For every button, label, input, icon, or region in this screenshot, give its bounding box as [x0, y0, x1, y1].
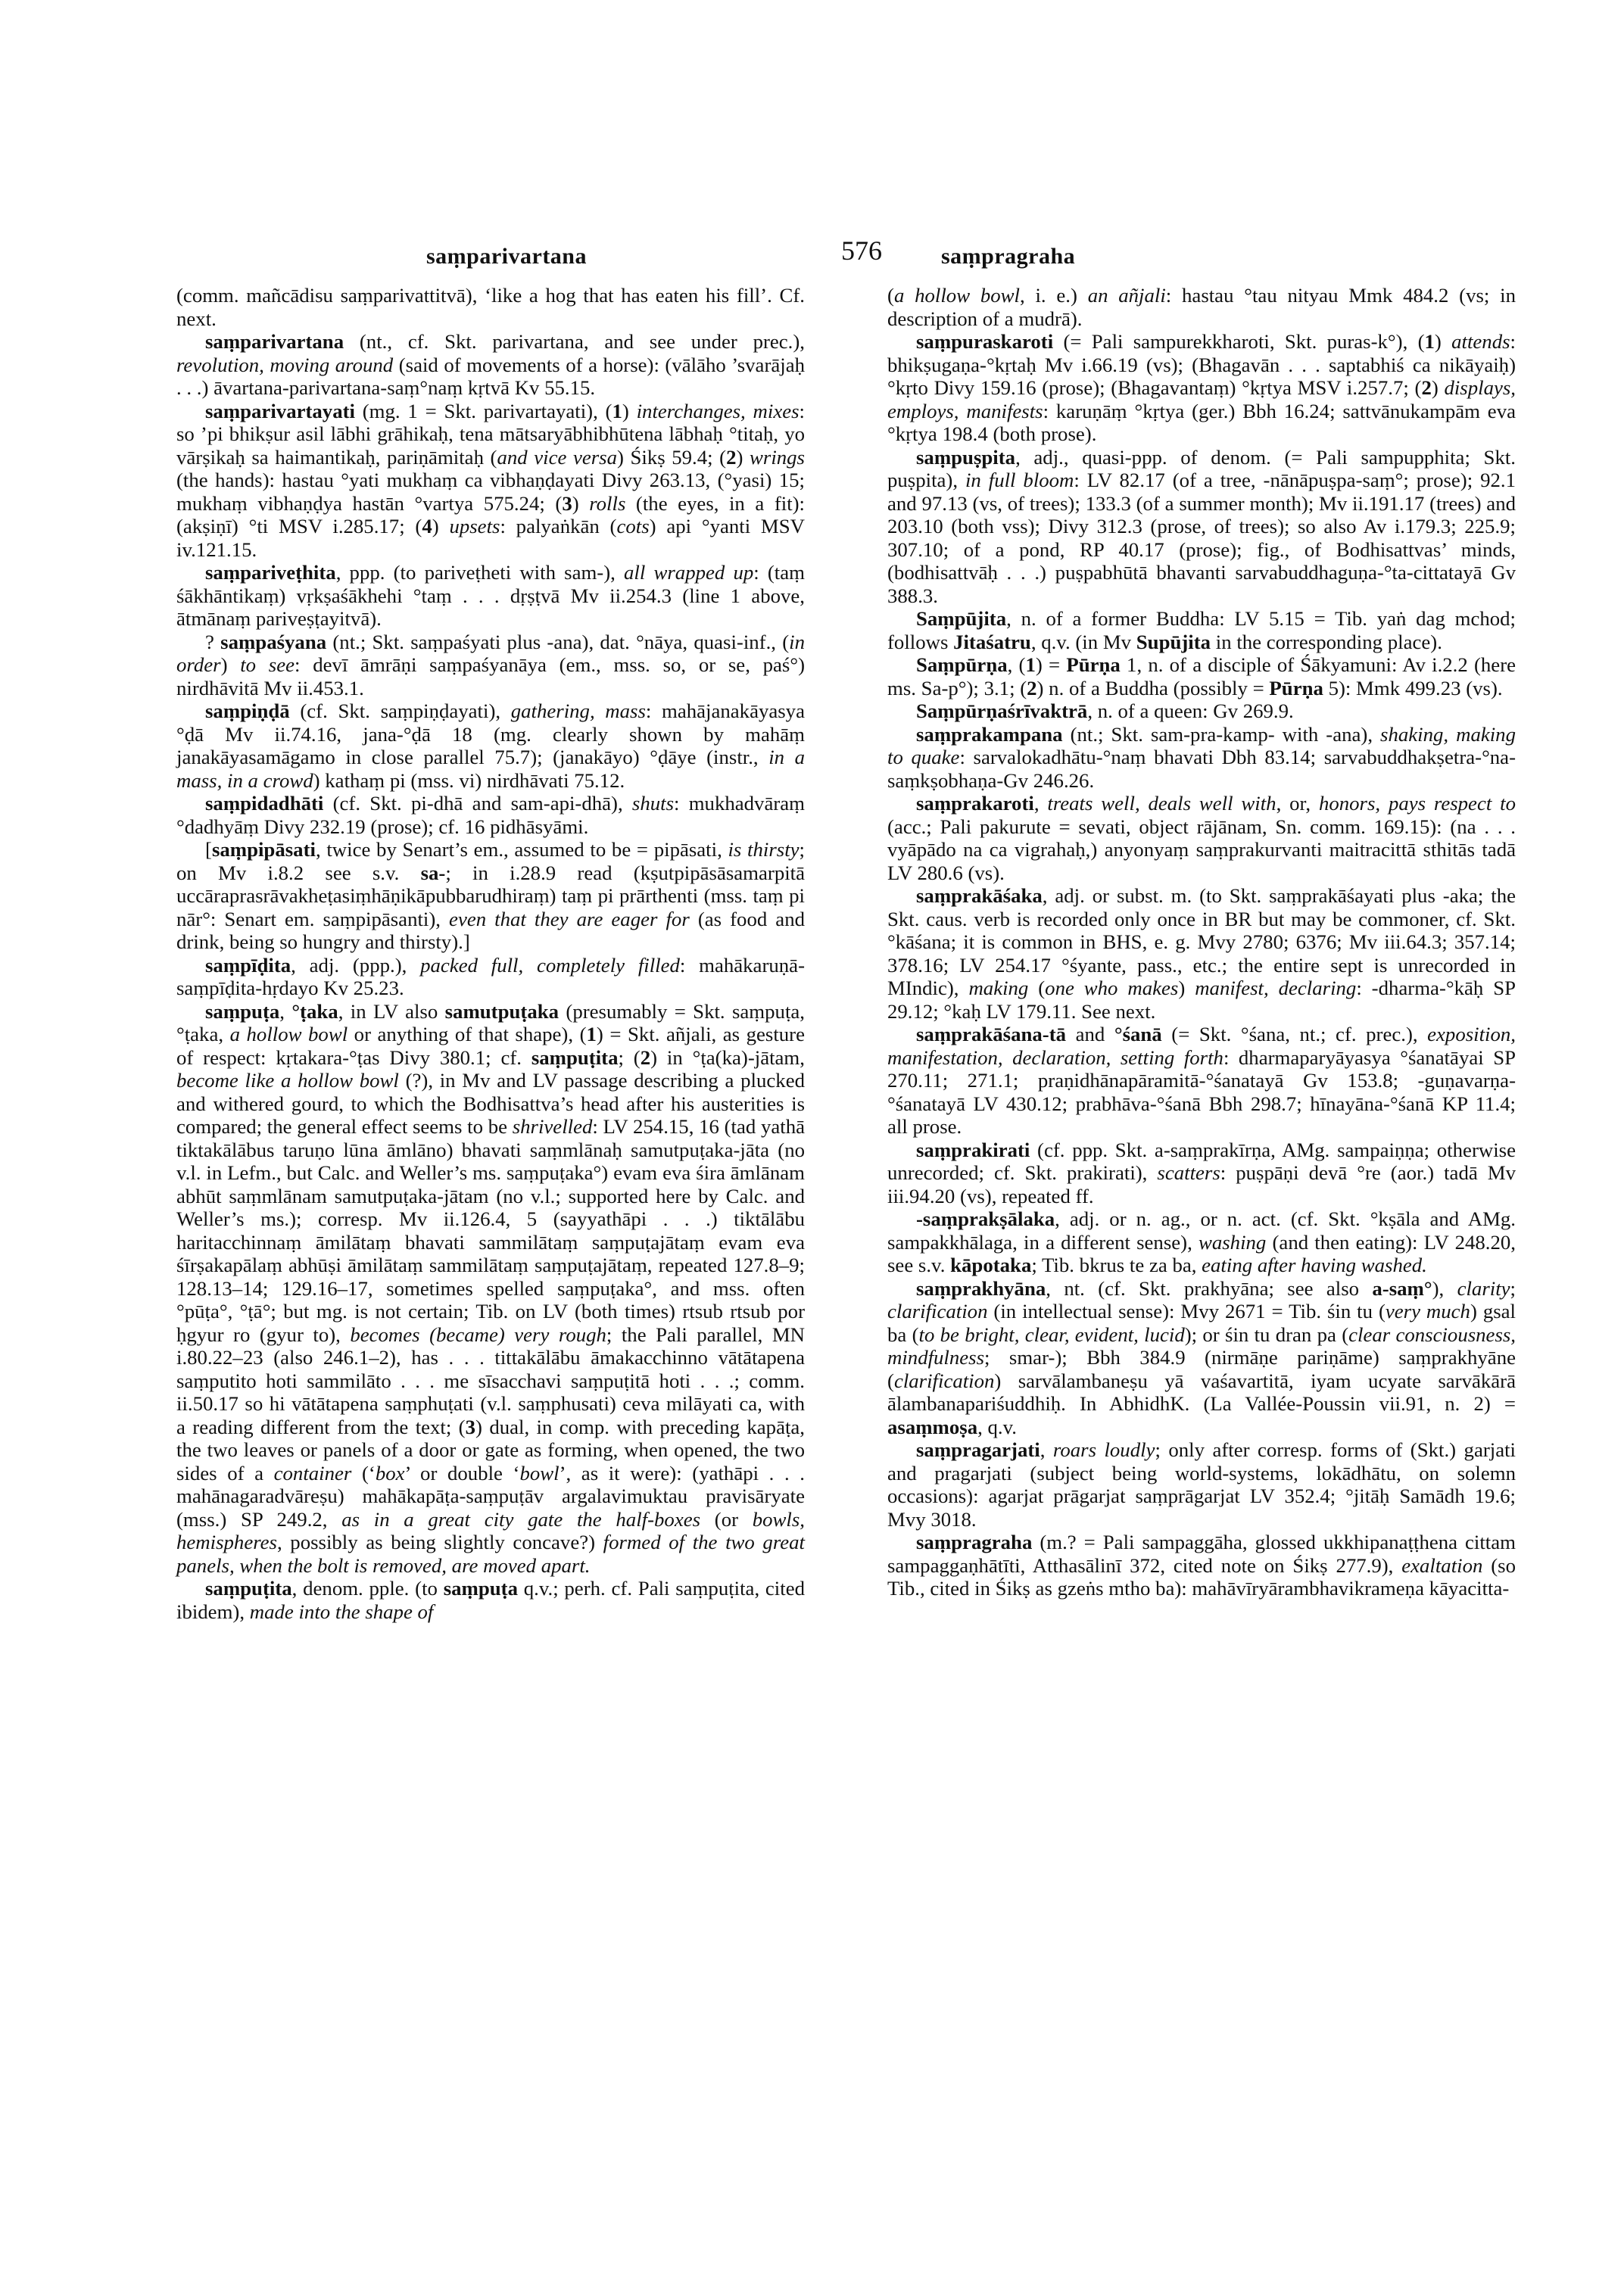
dictionary-entry — [176, 792, 805, 838]
entry-text: ( — [1028, 977, 1046, 999]
headword: saṃpuṣpita — [916, 445, 1016, 469]
definition-text: wrings — [750, 445, 805, 469]
headword: saṃpuṭa — [205, 999, 280, 1023]
headword: 2 — [1421, 376, 1432, 399]
right-guide-word: saṃpragraha — [941, 244, 1076, 269]
entry-text: ) — [432, 515, 450, 537]
headword: sa- — [420, 861, 446, 884]
headword: asaṃmoṣa — [887, 1415, 978, 1438]
entry-text: : so ’pi bhikṣur asil lābhi grāhikaḥ, tena mātsaryābhibhūtena lābhaḥ °titaḥ, yo vārṣikaḥ sa haimantikaḥ, pariṇāmitaḥ ( — [176, 399, 805, 469]
left-guide-word: saṃparivartana — [426, 244, 587, 269]
headword: °śanā — [1114, 1023, 1162, 1045]
headword: 2 — [1027, 676, 1037, 699]
entry-text: , adj. or subst. m. (to Skt. saṃprakāśayati plus -aka; the Skt. caus. verb is recorded only once in BR but may be commoner, cf. Skt. °kāśana; it is common in BHS, e. g. Mvy 2780; 6376; Mv iii.64.3; 357.14; 378.16; LV 254.17 °śyante, pass., etc.; the entire sept is unrecorded in MIndic), — [887, 884, 1516, 999]
headword: 3 — [465, 1415, 476, 1438]
entry-text: , — [1033, 792, 1048, 815]
definition-text: as in a great city gate the half-boxes — [341, 1507, 701, 1531]
headword: saṃpiṇḍā — [205, 699, 290, 722]
definition-text: and vice versa — [497, 445, 617, 469]
entry-text: (m.? = Pali sampaggāha, glossed ukkhipanaṭṭhena cittam sampaggaṇhātīti, Atthasālinī 372, cited note on Śikṣ 277.9), — [887, 1531, 1516, 1577]
headword: samutpuṭaka — [444, 999, 560, 1023]
entry-text: ’ or double ‘ — [404, 1461, 520, 1485]
entry-text: ; on Mv i.8.2 see s.v. — [176, 838, 805, 884]
entry-text: (cf. Skt. saṃpiṇḍayati), — [289, 699, 511, 722]
entry-text: ; in i.28.9 read (kṣutpipāsāsamarpitā uccāraprasrāvakheṭasiṃhāṇikāpubbarudhiraṃ) taṃ pi prārthenti (mss. taṃ pi nār°: Senart em. saṃpipāsanti), — [176, 861, 805, 930]
headword: Supūjita — [1136, 630, 1211, 653]
entry-text: , q.v. — [977, 1415, 1017, 1438]
definition-text: an añjali — [1087, 284, 1166, 307]
headword: 3 — [562, 491, 572, 515]
entry-text: : mukhadvāraṃ °dadhyāṃ Divy 232.19 (prose); cf. 16 pidhāsyāmi. — [176, 792, 805, 838]
headword: saṃpragraha — [916, 1531, 1033, 1553]
headword: saṃpidadhāti — [205, 792, 324, 815]
definition-text: packed full, completely filled — [420, 953, 680, 977]
entry-text: , nt. (cf. Skt. prakhyāna; see also — [1046, 1276, 1373, 1300]
entry-text: ) Śikṣ 59.4; ( — [617, 445, 727, 469]
dictionary-entry — [887, 723, 1516, 793]
definition-text: eating after having washed. — [1202, 1254, 1427, 1276]
entry-text: (nt.; Skt. saṃpaśyati plus -ana), dat. °nāya, quasi-inf., ( — [326, 630, 790, 653]
headword: saṃparivartana — [205, 330, 344, 353]
definition-text: making — [968, 977, 1029, 999]
dictionary-entry — [176, 699, 805, 792]
entry-text: ; only after corresp. forms of (Skt.) garjati and pragarjati (subject being world-systems, lokādhātu, on solemn occasions): agarjat prāgarjat saṃprāgarjat LV 352.4; °jitāḥ Samādh 19.6; Mvy 3018. — [887, 1438, 1516, 1531]
headword: saṃprakāśaka — [916, 884, 1043, 907]
definition-text: becomes (became) very rough — [350, 1323, 606, 1346]
definition-text: bowls, hemispheres — [176, 1507, 805, 1553]
dictionary-entry — [176, 954, 805, 1000]
dictionary-entry — [176, 1000, 805, 1578]
headword: -saṃprakṣālaka — [916, 1207, 1055, 1230]
entry-text: or anything of that shape), ( — [348, 1023, 587, 1045]
dictionary-entry — [887, 792, 1516, 884]
definition-text: box — [375, 1461, 405, 1485]
entry-text: ) api °yanti MSV iv.121.15. — [176, 515, 806, 561]
entry-text: , twice by Senart’s em., assumed to be = pipāsati, — [315, 838, 728, 861]
entry-text: ) sarvālambaneṣu yā vaśavartitā, iyam ucyate sarvākārā ālambanapariśuddhiḥ. In AbhidhK. (La Vallée-Poussin vii.91, n. 2) = — [887, 1369, 1516, 1415]
entry-text: (= Skt. °śana, nt.; cf. prec.), — [1161, 1023, 1428, 1045]
entry-text: : sarvalokadhātu-°naṃ bhavati Dbh 83.14; sarvabuddhakṣetra-°na-saṃkṣobhaṇa-Gv 246.26. — [887, 746, 1516, 792]
entry-text: in the corresponding place). — [1211, 630, 1442, 653]
definition-text: to be bright, clear, evident, lucid — [918, 1323, 1185, 1346]
headword: saṃpariveṭhita — [205, 561, 336, 584]
definition-text: honors, pays respect to — [1318, 792, 1516, 815]
headword: saṃpaśyana — [220, 630, 327, 653]
entry-text: ? — [205, 630, 221, 653]
entry-text: (cf. Skt. pi-dhā and sam-api-dhā), — [323, 792, 632, 815]
entry-text: (so Tib., cited in Śikṣ as gzeṅs mtho ba): mahāvīryārambhavikrameṇa kāyacitta- — [887, 1553, 1516, 1600]
headword: saṃpuṭita — [531, 1045, 619, 1069]
entry-text: ; the Pali parallel, MN i.80.22–23 (also 246.1–2), has . . . tittakālābu āmakacchinno vātātapena saṃputito hoti sammilāto . . . me sīsacchavi saṃpuṭitā hoti . . .; comm. ii.50.17 so hi vātātapena saṃphuṭati (v.l. saṃphusati) ceva milāyati ca, with a reading different from the text; ( — [176, 1323, 805, 1438]
entry-text: ) = Skt. añjali, as gesture of respect: kṛtakara-°ṭas Divy 380.1; cf. — [176, 1023, 806, 1069]
definition-text: rolls — [589, 491, 626, 515]
dictionary-entry — [887, 1531, 1516, 1600]
dictionary-entry — [887, 1438, 1516, 1531]
entry-text: ) — [736, 445, 750, 469]
headword: saṃprakampana — [916, 722, 1063, 746]
headword: Saṃpūrṇa — [916, 653, 1008, 676]
left-column — [176, 284, 805, 1623]
entry-text: 1, n. of a disciple of Śākyamuni: Av i.2.2 (here ms. Sa-p°); 3.1; ( — [887, 653, 1516, 699]
entry-text: : -dharma-°kāḥ SP 29.12; °kaḥ LV 179.11. See next. — [887, 977, 1516, 1023]
entry-text: : mahākaruṇā-saṃpīḍita-hṛdayo Kv 25.23. — [176, 953, 805, 999]
entry-text: (presumably = Skt. saṃpuṭa, °ṭaka, — [176, 999, 805, 1045]
dictionary-entry — [176, 561, 805, 631]
definition-text: displays, employs, manifests — [887, 376, 1516, 422]
headword: Saṃpūjita — [916, 607, 1007, 630]
entry-text: q.v.; perh. cf. Pali saṃpuṭita, cited ibidem), — [176, 1577, 805, 1623]
headword: saṃpuṭa — [443, 1577, 518, 1600]
entry-text: : LV 254.15, 16 (tad yathā tiktakālābus taruṇo lūna āmlāno) bhavati saṃmlānaḥ samutpuṭaka-jāta (no v.l. in Lefm., but Calc. and Weller’s ms. saṃpuṭaka°) evam eva śira āmlānam abhūt saṃmlānam samutpuṭaka-jātam (no v.l.; supported here by Calc. and Weller’s ms.); corresp. Mv ii.126.4, 5 (sayyathāpi . . .) tiktālābu haritacchinnaṃ āmilātaṃ bhavati sammilātaṃ saṃpuṭajātaṃ evam eva śīrṣakapālaṃ abhūṣi āmilātaṃ sammilātaṃ saṃpuṭajātaṃ, repeated 127.8–9; 128.13–14; 129.16–17, sometimes spelled saṃpuṭaka°, and mss. often °pūṭa°, °ṭā°; but mg. is not certain; Tib. on LV (both times) rtsub rtsub por ḥgyur ro (gyur to), — [176, 1115, 805, 1346]
entry-text: , i. e.) — [1019, 284, 1088, 307]
definition-text: a hollow bowl — [893, 284, 1020, 307]
entry-text: , possibly as being slightly concave?) — [276, 1531, 603, 1553]
dictionary-entry — [887, 1207, 1516, 1277]
definition-text: shuts — [631, 792, 675, 815]
definition-text: one who makes — [1045, 977, 1179, 999]
headword: 2 — [640, 1045, 651, 1069]
dictionary-entry — [887, 607, 1516, 653]
entry-text: : hastau °tau nityau Mmk 484.2 (vs; in description of a mudrā). — [887, 284, 1516, 330]
entry-text: ) — [1431, 376, 1445, 399]
entry-text: (comm. mañcādisu saṃparivattitvā), ‘like a hog that has eaten his fill’. Cf. next. — [176, 284, 805, 330]
headword: saṃprakirati — [916, 1138, 1030, 1161]
headword: 1 — [1025, 653, 1036, 676]
entry-text: , ppp. (to pariveṭheti with sam-), — [335, 561, 625, 584]
dictionary-entry — [176, 631, 805, 700]
definition-text: exposition, manifestation, declaration, setting forth — [887, 1023, 1516, 1069]
entry-text: (or — [700, 1507, 753, 1531]
entry-text: (nt.; Skt. sam-pra-kamp- with -ana), — [1062, 722, 1381, 746]
definition-text: interchanges, mixes — [636, 399, 800, 422]
headword: saṃpīḍita — [205, 953, 291, 977]
definition-text: cots — [616, 515, 650, 537]
page-number: 576 — [841, 235, 882, 266]
entry-text: : dharmaparyāyasya °śanatāyai SP 270.11; 271.1; praṇidhānapāramitā-°śanatayā Gv 153.8; -guṇavarṇa-°śanatayā LV 430.12; prabhāva-°śanā Bbh 298.7; hīnayāna-°śanā KP 11.4; all prose. — [887, 1045, 1516, 1138]
definition-text: a hollow bowl — [229, 1023, 348, 1045]
headword: 4 — [422, 515, 432, 537]
headword: Pūrṇa — [1269, 676, 1323, 699]
entry-text: 5): Mmk 499.23 (vs). — [1323, 676, 1503, 699]
definition-text: revolution, moving around — [176, 353, 394, 376]
entry-text: ) n. of a Buddha (possibly = — [1036, 676, 1270, 699]
entry-text: , n. of a former Buddha: LV 5.15 = Tib. yaṅ dag mchod; follows — [887, 607, 1516, 653]
headword: saṃpragarjati — [916, 1438, 1040, 1461]
dictionary-entry — [887, 884, 1516, 1023]
entry-text: ); or śin tu dran pa ( — [1184, 1323, 1349, 1346]
headword: 1 — [1424, 330, 1435, 353]
entry-text: , q.v. (in Mv — [1030, 630, 1136, 653]
definition-text: to see — [240, 653, 295, 676]
entry-text: , adj., quasi-ppp. of denom. (= Pali sampupphita; Skt. puṣpita), — [887, 445, 1516, 491]
entry-text: (cf. ppp. Skt. a-saṃprakīrṇa, AMg. sampaiṇṇa; otherwise unrecorded; cf. Skt. prakirati), — [887, 1138, 1516, 1184]
dictionary-entry — [176, 330, 805, 400]
entry-text: (= Pali sampurekkharoti, Skt. puras-k°), ( — [1053, 330, 1425, 353]
entry-text: ’, as it were): (yathāpi . . . mahānagaradvāreṣu) mahākapāṭa-saṃpuṭāv argalavimuktau pravisāryate (mss.) SP 249.2, — [176, 1461, 805, 1531]
dictionary-entry — [887, 446, 1516, 608]
headword: saṃprakāśana-tā — [916, 1023, 1067, 1045]
headword: Jitaśatru — [953, 630, 1031, 653]
definition-text: clarification — [893, 1369, 995, 1392]
definition-text: all wrapped up — [624, 561, 754, 584]
definition-text: in order — [176, 630, 805, 676]
entry-text: (and then eating): LV 248.20, see s.v. — [887, 1230, 1516, 1276]
definition-text: bowl — [519, 1461, 560, 1485]
definition-text: exaltation — [1401, 1553, 1483, 1577]
headword: a-saṃ° — [1372, 1276, 1432, 1300]
entry-text: : mahājanakāyasya °ḍā Mv ii.74.16, jana-°ḍā 18 (mg. clearly shown by mahāṃ janakāyasamāgamo in close parallel 75.7); (janakāyo) °ḍāye (instr., — [176, 699, 805, 768]
definition-text: very much — [1385, 1300, 1470, 1323]
entry-text: , in LV also — [338, 999, 445, 1023]
entry-text: : (taṃ śākhāntikaṃ) vṛkṣaśākhehi °taṃ . . . dṛṣṭvā Mv ii.254.3 (line 1 above, ātmānaṃ pariveṣṭayitvā). — [176, 561, 805, 630]
entry-text: (acc.; Pali pakurute = sevati, object rājānam, Sn. comm. 169.15): (na . . . vyāpādo na ca vigrahaḥ,) anyonyaṃ saṃprakurvanti maitracittā sthitās tadā LV 280.6 (vs). — [887, 815, 1516, 884]
entry-continuation — [887, 284, 1516, 330]
entry-text: (mg. 1 = Skt. parivartayati), ( — [354, 399, 613, 422]
headword: 2 — [726, 445, 737, 469]
headword: 1 — [586, 1023, 597, 1045]
definition-text: gathering, mass — [510, 699, 646, 722]
entry-text: ) kathaṃ pi (mss. vi) nirdhāvati 75.12. — [313, 768, 625, 792]
entry-continuation — [176, 284, 805, 330]
entry-text: [ — [205, 838, 212, 861]
running-head — [176, 235, 1498, 286]
entry-text: ; ( — [618, 1045, 641, 1069]
headword: Saṃpūrṇaśrīvaktrā — [916, 699, 1088, 722]
entry-text: ( — [887, 284, 894, 307]
entry-text: ) — [622, 399, 637, 422]
entry-text: ) — [220, 653, 241, 676]
definition-text: washing — [1198, 1230, 1267, 1254]
entry-text: : bhikṣugaṇa-°kṛtaḥ Mv i.66.19 (vs); (Bhagavān . . . saptabhiś ca nikāyaiḥ) °kṛto Divy 159.16 (prose); (Bhagavantaṃ) °kṛtya MSV i.257.7; ( — [887, 330, 1516, 399]
definition-text: shrivelled — [512, 1115, 593, 1138]
dictionary-entry — [887, 1139, 1516, 1208]
entry-text: : LV 82.17 (of a tree, -nānāpuṣpa-saṃ°; prose); 92.1 and 97.13 (vs, of trees); 133.3 (of a summer month); Mv ii.191.17 (trees) and 203.10 (both vss); Divy 312.3 (prose, of trees); so also Av i.179.3; 225.9; 307.10; of a pond, RP 40.17 (prose); fig., of Bodhisattvas’ minds, (bodhisattvāḥ . . .) puṣpabhūtā bhavanti sarvabuddhaguṇa-°ta-cittatayā Gv 388.3. — [887, 469, 1516, 607]
entry-text: ) — [1434, 330, 1452, 353]
definition-text: upsets — [449, 515, 500, 537]
dictionary-entry — [887, 1023, 1516, 1139]
entry-text: ), — [1432, 1276, 1457, 1300]
definition-text: is thirsty — [728, 838, 800, 861]
entry-text: ) — [1178, 977, 1195, 999]
entry-text: ) = — [1035, 653, 1067, 676]
headword: saṃpuraskaroti — [916, 330, 1054, 353]
entry-text: and — [1066, 1023, 1114, 1045]
definition-text: scatters — [1157, 1161, 1220, 1184]
entry-text: (the hands): hastau °yati mukhaṃ ca vibhaṇḍayati Divy 263.13, (°yasi) 15; mukhaṃ vibhaṇḍya hastān °vartya 575.24; ( — [176, 469, 805, 515]
entry-text: : karuṇāṃ °kṛtya (ger.) Bbh 16.24; sattvānukampām eva °kṛtya 198.4 (both prose). — [887, 399, 1516, 445]
dictionary-entry — [887, 653, 1516, 699]
entry-text: (the eyes, in a fit): (akṣiṇī) °ti MSV i.285.17; ( — [176, 491, 806, 537]
dictionary-entry — [176, 838, 805, 954]
entry-text: , — [279, 999, 292, 1023]
definition-text: clarification — [887, 1300, 988, 1323]
definition-text: shaking, making to quake — [887, 722, 1516, 768]
dictionary-entry — [887, 330, 1516, 446]
definition-text: become like a hollow bowl — [176, 1069, 399, 1092]
headword: saṃprakhyāna — [916, 1276, 1046, 1300]
entry-text: , adj. (ppp.), — [291, 953, 421, 977]
entry-text: , — [1040, 1438, 1053, 1461]
entry-text: : puṣpāṇi devā °re (aor.) tadā Mv iii.94.20 (vs), repeated ff. — [887, 1161, 1516, 1207]
headword: saṃparivartayati — [205, 399, 355, 422]
entry-text: ) in °ṭa(ka)-jātam, — [650, 1045, 805, 1069]
definition-text: even that they are eager for — [449, 907, 690, 930]
headword: kāpotaka — [950, 1254, 1032, 1276]
dictionary-entry — [176, 1577, 805, 1623]
entry-text: ) — [572, 491, 590, 515]
entry-text: ; — [1510, 1276, 1516, 1300]
definition-text: formed of the two great panels, when the bolt is removed, are moved apart. — [176, 1531, 805, 1577]
headword: saṃpipāsati — [211, 838, 316, 861]
entry-text: (‘ — [351, 1461, 376, 1485]
right-column — [887, 284, 1516, 1600]
dictionary-entry — [887, 1277, 1516, 1439]
definition-text: manifest, declaring — [1195, 977, 1357, 999]
entry-text: , n. of a queen: Gv 269.9. — [1087, 699, 1294, 722]
headword: 1 — [612, 399, 622, 422]
entry-text: : palyaṅkān ( — [500, 515, 617, 537]
headword: Pūrṇa — [1066, 653, 1121, 676]
headword: °ṭaka — [291, 999, 338, 1023]
entry-text: , adj. or n. ag., or n. act. (cf. Skt. °kṣāla and AMg. sampakkhālaga, in a different sense), — [887, 1207, 1516, 1254]
entry-text: ) dual, in comp. with preceding kapāṭa, the two leaves or panels of a door or gate as forming, when opened, the two sides of a — [176, 1415, 805, 1485]
definition-text: in a mass, in a crowd — [176, 746, 805, 792]
entry-text: (nt., cf. Skt. parivartana, and see under prec.), — [344, 330, 805, 353]
dictionary-entry — [887, 699, 1516, 723]
entry-text: (?), in Mv and LV passage describing a plucked and withered gourd, to which the Bodhisattva’s head after his austerities is compared; the general effect seems to be — [176, 1069, 805, 1138]
definition-text: container — [273, 1461, 352, 1485]
entry-text: ; Tib. bkrus te za ba, — [1031, 1254, 1202, 1276]
definition-text: treats well, deals well with — [1047, 792, 1276, 815]
definition-text: clear consciousness, mindfulness — [887, 1323, 1516, 1369]
headword: saṃprakaroti — [916, 792, 1034, 815]
entry-text: , denom. pple. (to — [291, 1577, 444, 1600]
definition-text: roars loudly — [1052, 1438, 1155, 1461]
entry-text: , or, — [1276, 792, 1319, 815]
definition-text: attends — [1451, 330, 1510, 353]
headword: saṃpuṭita — [205, 1577, 292, 1600]
entry-text: (in intellectual sense): Mvy 2671 = Tib. śin tu ( — [987, 1300, 1386, 1323]
definition-text: made into the shape of — [249, 1600, 434, 1623]
dictionary-entry — [176, 400, 805, 562]
entry-text: ) gsal ba ( — [887, 1300, 1516, 1346]
definition-text: in full bloom — [965, 469, 1074, 491]
entry-text: (said of movements of a horse): (vālāho ’svarājaḥ . . .) āvartana-parivartana-saṃ°naṃ kṛtvā Kv 55.15. — [176, 353, 805, 399]
entry-text: (as food and drink, being so hungry and thirsty).] — [176, 907, 806, 953]
entry-text: ; smar-); Bbh 384.9 (nirmāṇe pariṇāme) saṃprakhyāne ( — [887, 1346, 1516, 1392]
definition-text: clarity — [1457, 1276, 1510, 1300]
entry-text: : devī āmrāṇi saṃpaśyanāya (em., mss. so, or se, paś°) nirdhāvitā Mv ii.453.1. — [176, 653, 805, 699]
entry-text: , ( — [1007, 653, 1026, 676]
